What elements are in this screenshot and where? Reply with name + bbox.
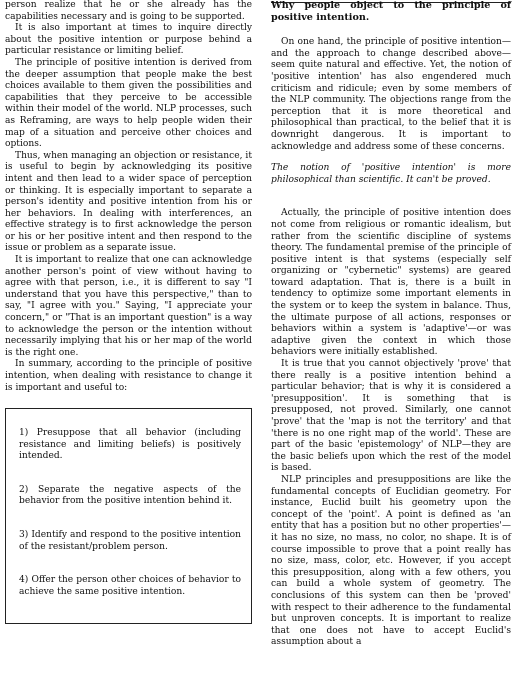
paragraph: Thus, when managing an objection or resistance, it is useful to begin by acknowledging its positive intent and then lead to a wider space of perception or thinking. It is especially important to separate a person's identity and positive intention from his or her behaviors. In dealing with interferences, an effective strategy is to first acknowledge the person or his or her positive intent and then respond to the issue or problem as a separate issue. <box>5 150 252 254</box>
paragraph: On one hand, the principle of positive intention—and the approach to change described above— seem quite natural and effective. Yet, the notion of 'positive intention' has also engendered much criticism and ridicule; even by some members of the NLP community. The objections range from the perception that it is more theoretical and philosophical than practical, to the belief that it is downright dangerous. It is important to acknowledge and address some of these concerns. <box>271 37 511 152</box>
paragraph: It is also important at times to inquire directly about the positive intention or purpose behind a particular resistance or limiting belief. <box>5 23 252 57</box>
summary-box <box>5 408 252 624</box>
paragraph: person realize that he or she already has the capabilities necessary and is going to be supported. <box>5 0 252 22</box>
paragraph: Actually, the principle of positive intention does not come from religious or romantic idealism, but rather from the scientific discipline of systems theory. The fundamental premise of the principle of positive intent is that systems (especially self organizing or "cybernetic" systems) are geared toward adaptation. That is, there is a built in tendency to optimize some important elements in the system or to keep the system in balance. Thus, the ultimate purpose of all actions, responses or behaviors within a system is 'adaptive'—or was adaptive given the context in which those behaviors were initially established. <box>271 208 511 358</box>
paragraph: NLP principles and presuppositions are like the fundamental concepts of Euclidian geometry. For instance, Euclid built his geometry upon the concept of the 'point'. A point is defined as 'an entity that has a position but no other properties'—it has no size, no mass, no color, no shape. It is of course impossible to prove that a point really has no size, mass, color, etc. However, if you accept this presupposition, along with a few others, you can build a whole system of geometry. The conclusions of this system can then be 'proved' with respect to their adherence to the fundamental but unproven concepts. It is important to realize that one does not have to accept Euclid's assumption about a <box>271 474 511 648</box>
list-item: 1) Presuppose that all behavior (including resistance and limiting beliefs) is positively intended. <box>19 428 241 462</box>
list-item: 4) Offer the person other choices of behavior to achieve the same positive intention. <box>19 575 241 597</box>
paragraph: It is important to realize that one can acknowledge another person's point of view without having to agree with that person, i.e., it is different to say "I understand that you have this perspective," than to say, "I agree with you." Saying, "I appreciate your concern," or "That is an important question" is a way to acknowledge the person or the intention without necessarily implying that his or her map of the world is the right one. <box>5 255 252 358</box>
list-item: 2) Separate the negative aspects of the behavior from the positive intention behind it. <box>19 484 241 507</box>
paragraph: The principle of positive intention is derived from the deeper assumption that people make the best choices available to them given the possibilities and capabilities that they perceive to be accessible within their model of the world. NLP processes, such as Reframing, are ways to help people widen their map of a situation and perceive other choices and options. <box>5 57 252 150</box>
objection-statement: The notion of 'positive intention' is more philosophical than scientific. It can't be proved. <box>271 163 511 185</box>
section-heading: Why people object to the principle of positive intention. <box>271 0 511 23</box>
list-item: 3) Identify and respond to the positive intention of the resistant/problem person. <box>19 530 241 552</box>
right-column <box>271 0 511 649</box>
paragraph: It is true that you cannot objectively 'prove' that there really is a positive intention behind a particular behavior; that is why it is considered a 'presupposition'. It is something that is presupposed, not proved. Similarly, one cannot 'prove' that the 'map is not the territory' and that 'there is no one right map of the world'. These are part of the basic 'epistemology' of NLP—they are the basic beliefs upon which the rest of the model is based. <box>271 359 511 474</box>
left-column <box>5 0 252 394</box>
paragraph: In summary, according to the principle of positive intention, when dealing with resistance to change it is important and useful to: <box>5 359 252 393</box>
